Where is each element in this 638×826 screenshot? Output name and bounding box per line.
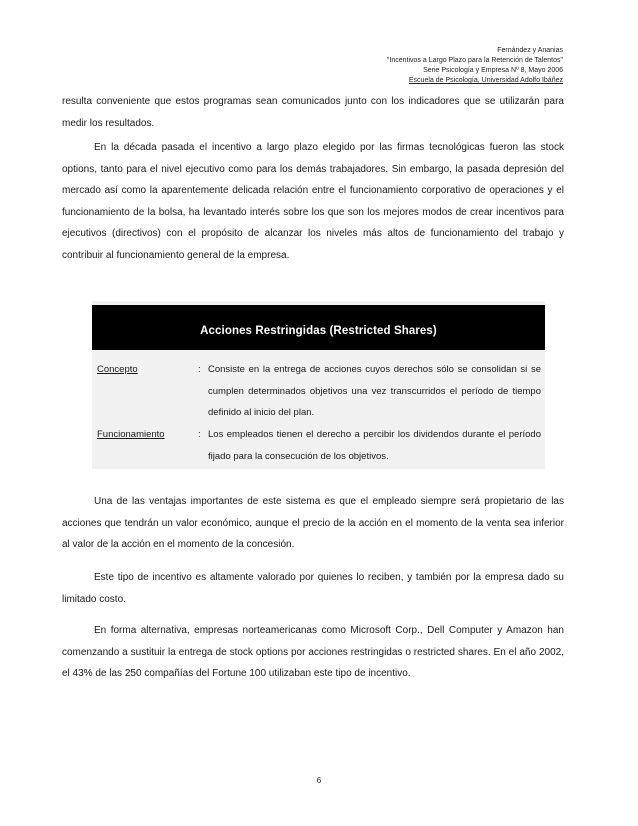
header-title: "Incentivos a Largo Plazo para la Retención de Talentos"	[386, 57, 563, 64]
row-label: Concepto	[97, 364, 138, 375]
paragraph-5-text: En forma alternativa, empresas norteamericanas como Microsoft Corp., Dell Computer y Amazon han comenzando a sustituir la entrega de stock options por acciones restringidas o restricted shares. En el año 2002, el 43% de las 250 compañías del Fortune 100 utilizaban este tipo de incentivo.	[62, 625, 564, 679]
paragraph-4-text: Este tipo de incentivo es altamente valorado por quienes lo reciben, y también por la empresa dado su limitado costo.	[62, 572, 564, 605]
header-institution: Escuela de Psicología, Universidad Adolfo Ibáñez	[408, 77, 563, 84]
paragraph-2	[62, 137, 564, 266]
row-definition: Los empleados tienen el derecho a percibir los dividendos durante el período fijado para la consecución de los objetivos.	[208, 429, 541, 462]
paragraph-2-text: En la década pasada el incentivo a largo plazo elegido por las firmas tecnológicas fueron las stock options, tanto para el nivel ejecutivo como para los demás trabajadores. Sin embargo, la pasada depresión del mercado así como la aparentemente delicada relación entre el funcionamiento corporativo de operaciones y el funcionamiento de la bolsa, ha levantado interés sobre los que son los mejores modos de crear incentivos para ejecutivos (directivos) con el propósito de alcanzar los niveles más altos de funcionamiento del trabajo y contribuir al funcionamiento general de la empresa.	[62, 142, 564, 261]
running-header	[387, 46, 563, 86]
paragraph-3	[62, 491, 564, 556]
row-label: Funcionamiento	[97, 429, 165, 440]
paragraph-3-text: Una de las ventajas importantes de este sistema es que el empleado siempre será propietario de las acciones que tendrán un valor económico, aunque el precio de la acción en el momento de la venta sea inferior al valor de la acción en el momento de la concesión.	[62, 496, 564, 550]
box-title: Acciones Restringidas (Restricted Shares)	[92, 305, 545, 350]
row-colon: :	[198, 364, 201, 375]
definition-box	[92, 301, 545, 469]
row-definition: Consiste en la entrega de acciones cuyos derechos sólo se consolidan si se cumplen determinados objetivos una vez transcurridos el período de tiempo definido al inicio del plan.	[208, 364, 541, 418]
header-series: Serie Psicología y Empresa Nº 8, Mayo 2006	[423, 67, 563, 74]
paragraph-5	[62, 620, 564, 685]
paragraph-4	[62, 567, 564, 610]
row-colon: :	[198, 429, 201, 440]
page-number: 6	[316, 776, 322, 785]
paragraph-1-text: resulta conveniente que estos programas sean comunicados junto con los indicadores que se utilizarán para medir los resultados.	[62, 96, 564, 129]
paragraph-1	[62, 91, 564, 134]
header-authors: Fernández y Ananias	[497, 47, 563, 54]
